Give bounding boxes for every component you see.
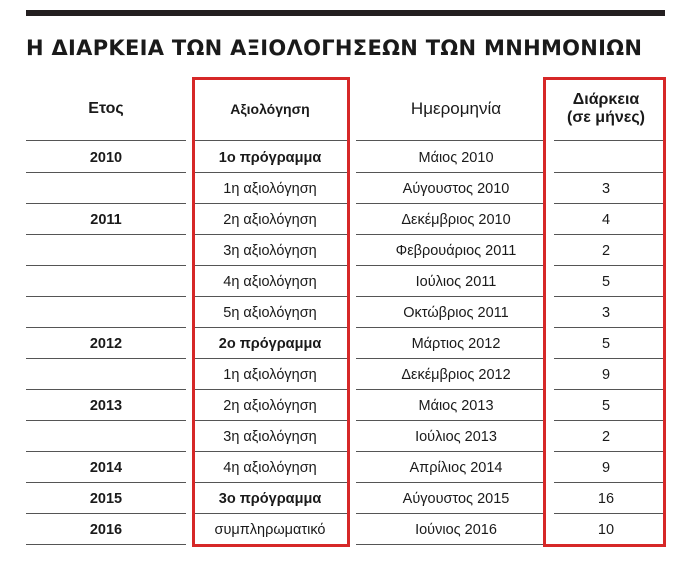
cell-date: Απρίλιος 2014 (409, 459, 503, 476)
cell-dur: 3 (601, 180, 611, 197)
evaluation-column-highlight (192, 77, 350, 547)
cell-date: Ιούλιος 2013 (415, 428, 497, 445)
cell-eval: συμπληρωματικό (214, 521, 326, 538)
cell-year (26, 173, 186, 204)
cell-dur: 9 (601, 459, 611, 476)
cell-eval: 4η αξιολόγηση (223, 459, 317, 476)
cell-eval: 3η αξιολόγηση (223, 242, 317, 259)
row-divider (26, 140, 186, 141)
cell-dur: 2 (601, 242, 611, 259)
cell-dur: 3 (601, 304, 611, 321)
cell-year (26, 421, 186, 452)
cell-dur: 5 (601, 273, 611, 290)
cell-eval: 1η αξιολόγηση (223, 180, 317, 197)
cell-dur: 10 (597, 521, 615, 538)
cell-dur: 4 (601, 211, 611, 228)
cell-date: Ιούλιος 2011 (415, 273, 497, 290)
cell-date: Μάιος 2013 (418, 397, 494, 414)
cell-date: Δεκέμβριος 2010 (401, 211, 511, 228)
cell-date: Φεβρουάριος 2011 (395, 242, 517, 259)
cell-eval: 3η αξιολόγηση (223, 428, 317, 445)
cell-eval: 5η αξιολόγηση (223, 304, 317, 321)
header-year: Ετος (88, 100, 124, 117)
header-duration-line1: Διάρκεια (572, 91, 640, 108)
cell-dur: 5 (601, 335, 611, 352)
cell-year: 2010 (89, 149, 123, 166)
cell-year (26, 359, 186, 390)
cell-eval: 4η αξιολόγηση (223, 273, 317, 290)
cell-dur: 16 (597, 490, 615, 507)
row-divider (356, 544, 546, 545)
cell-eval: 3ο πρόγραμμα (218, 490, 322, 507)
cell-eval: 2ο πρόγραμμα (218, 335, 322, 352)
cell-date: Οκτώβριος 2011 (403, 304, 509, 321)
cell-year: 2014 (89, 459, 123, 476)
cell-eval: 2η αξιολόγηση (223, 211, 317, 228)
cell-eval: 2η αξιολόγηση (223, 397, 317, 414)
cell-eval: 1ο πρόγραμμα (218, 149, 322, 166)
top-rule (26, 10, 665, 16)
row-divider (356, 140, 546, 141)
cell-year (26, 235, 186, 266)
cell-dur: 2 (601, 428, 611, 445)
cell-date: Αύγουστος 2015 (402, 490, 510, 507)
duration-column-highlight (543, 77, 666, 547)
cell-year: 2013 (89, 397, 123, 414)
cell-year (26, 266, 186, 297)
cell-dur: 5 (601, 397, 611, 414)
cell-year: 2015 (89, 490, 123, 507)
header-evaluation: Αξιολόγηση (230, 101, 310, 117)
cell-eval: 1η αξιολόγηση (223, 366, 317, 383)
cell-year (26, 297, 186, 328)
cell-dur: 9 (601, 366, 611, 383)
row-divider (26, 544, 186, 545)
header-duration-line2: (σε μήνες) (566, 109, 645, 126)
page-title: Η ΔΙΑΡΚΕΙΑ ΤΩΝ ΑΞΙΟΛΟΓΗΣΕΩΝ ΤΩΝ ΜΝΗΜΟΝΙΩΝ (26, 36, 643, 60)
cell-date: Μάιος 2010 (418, 149, 494, 166)
cell-date: Ιούνιος 2016 (415, 521, 497, 538)
header-date: Ημερομηνία (410, 99, 502, 118)
cell-date: Μάρτιος 2012 (411, 335, 501, 352)
cell-year: 2011 (90, 211, 122, 228)
cell-date: Δεκέμβριος 2012 (401, 366, 511, 383)
cell-year: 2012 (89, 335, 123, 352)
cell-date: Αύγουστος 2010 (402, 180, 510, 197)
cell-year: 2016 (89, 521, 123, 538)
